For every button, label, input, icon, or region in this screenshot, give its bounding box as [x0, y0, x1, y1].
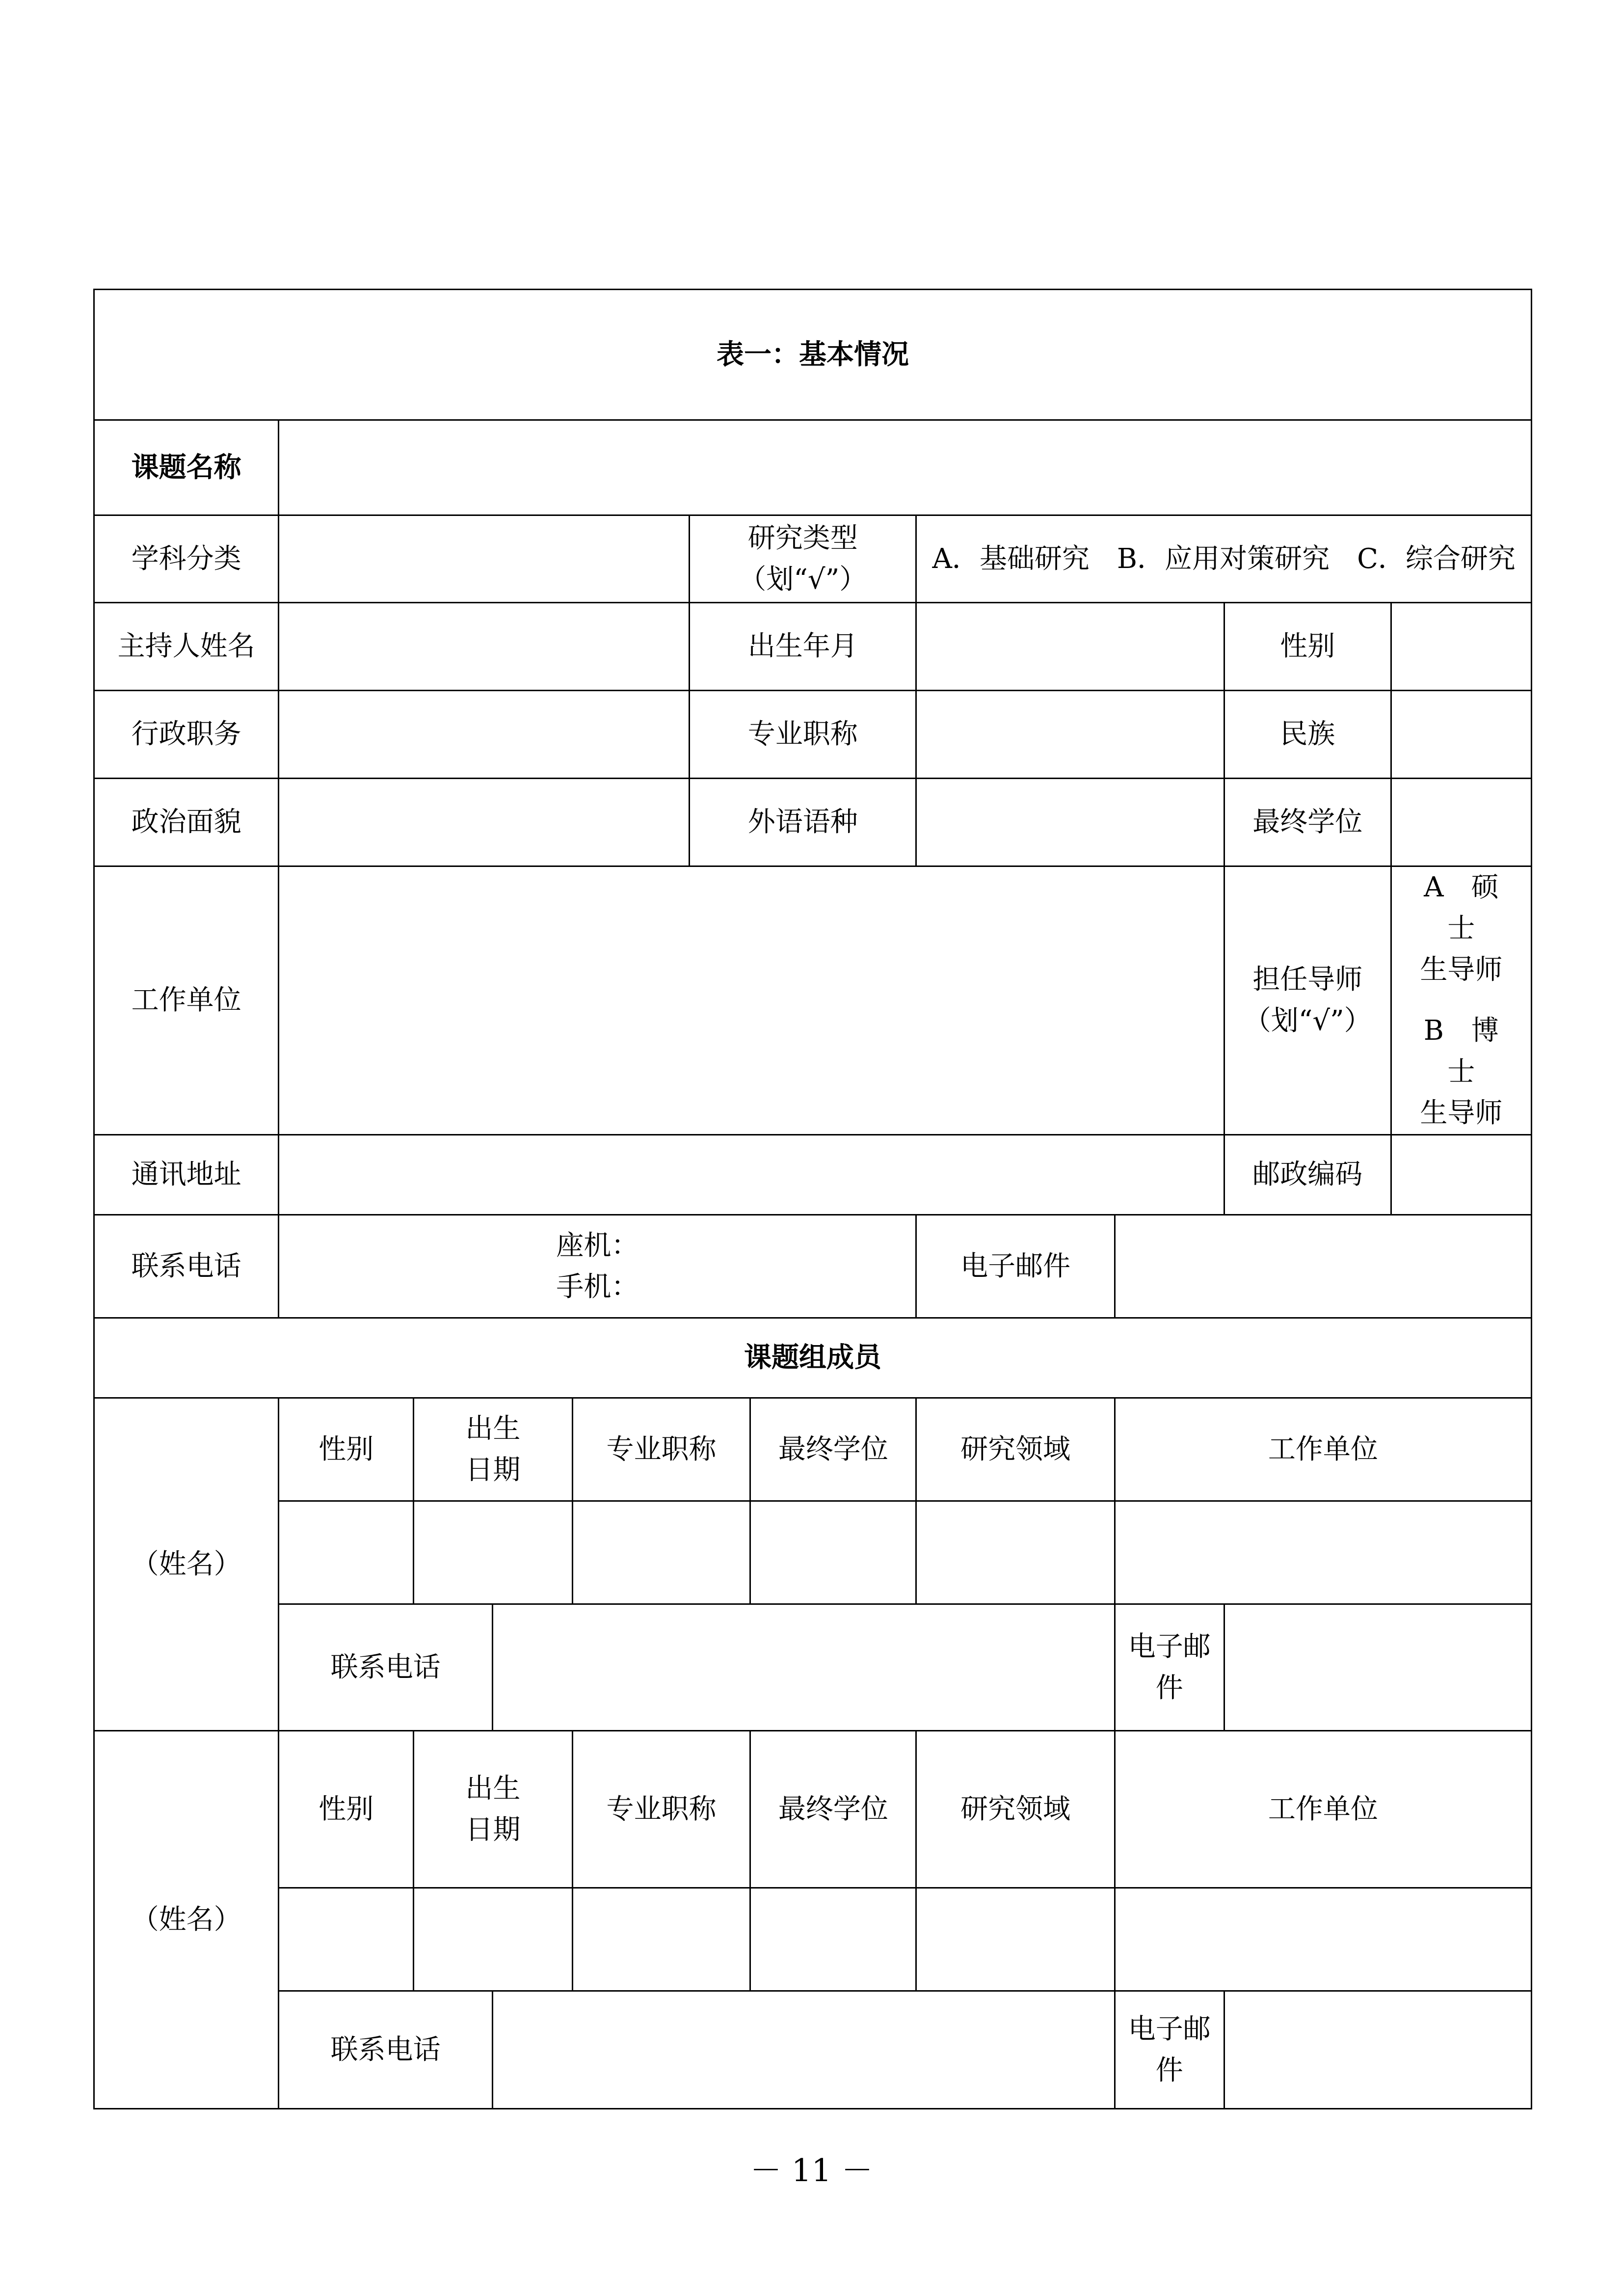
- final-degree-field[interactable]: [1391, 779, 1531, 866]
- discipline-label: 学科分类: [94, 515, 279, 603]
- political-status-field[interactable]: [279, 779, 690, 866]
- supervisor-label: [1224, 866, 1391, 1135]
- member-phone-label: 联系电话: [279, 1604, 492, 1731]
- member-email-cell[interactable]: [1224, 1604, 1531, 1731]
- research-type-label-line2: （划“√”）: [739, 563, 867, 595]
- member-title-header: 专业职称: [572, 1731, 750, 1888]
- supervisor-option-b-line1: B 博 士: [1423, 1015, 1526, 1088]
- supervisor-option-a-line1: A 硕 士: [1424, 871, 1526, 945]
- page-number: － 11 －: [750, 2153, 873, 2189]
- member-name-field[interactable]: （姓名）: [94, 1731, 279, 2109]
- project-name-field[interactable]: [279, 420, 1532, 515]
- birth-date-label: 出生年月: [690, 603, 916, 691]
- gender-label: 性别: [1224, 603, 1391, 691]
- ethnicity-label: 民族: [1224, 691, 1391, 779]
- professional-title-label: 专业职称: [690, 691, 916, 779]
- member-birth-line1: 出生: [465, 1772, 521, 1805]
- research-type-options[interactable]: A．基础研究 B．应用对策研究 C．综合研究: [916, 515, 1532, 603]
- member-birth-line1: 出生: [465, 1412, 521, 1445]
- member-gender-header: 性别: [279, 1731, 414, 1888]
- member-email-label: 电子邮件: [1115, 1991, 1224, 2109]
- host-name-field[interactable]: [279, 603, 690, 691]
- member-birth-cell[interactable]: [414, 1501, 572, 1604]
- professional-title-field[interactable]: [916, 691, 1224, 779]
- member-phone-cell[interactable]: [492, 1991, 1115, 2109]
- member-unit-cell[interactable]: [1115, 1501, 1531, 1604]
- mobile-label: 手机：: [556, 1270, 639, 1303]
- work-unit-label: 工作单位: [94, 866, 279, 1135]
- phone-field[interactable]: [279, 1215, 916, 1318]
- member-degree-header: 最终学位: [750, 1731, 916, 1888]
- member-gender-header: 性别: [279, 1398, 414, 1501]
- member-email-label: 电子邮件: [1115, 1604, 1224, 1731]
- member-email-cell[interactable]: [1224, 1991, 1531, 2109]
- landline-label: 座机：: [556, 1229, 639, 1262]
- supervisor-option-b-line2: 生导师: [1420, 1097, 1503, 1129]
- email-field[interactable]: [1115, 1215, 1531, 1318]
- member-title-cell[interactable]: [572, 1501, 750, 1604]
- supervisor-label-line2: （划“√”）: [1243, 1005, 1372, 1037]
- member-birth-cell[interactable]: [414, 1888, 572, 1991]
- member-birth-line2: 日期: [465, 1813, 521, 1846]
- supervisor-options[interactable]: [1391, 866, 1531, 1135]
- member-field-header: 研究领域: [916, 1731, 1115, 1888]
- member-field-cell[interactable]: [916, 1501, 1115, 1604]
- member-degree-header: 最终学位: [750, 1398, 916, 1501]
- research-type-label: [690, 515, 916, 603]
- member-name-field[interactable]: （姓名）: [94, 1398, 279, 1731]
- work-unit-field[interactable]: [279, 866, 1224, 1135]
- phone-label: 联系电话: [94, 1215, 279, 1318]
- supervisor-option-a-line2: 生导师: [1420, 954, 1503, 986]
- research-type-label-line1: 研究类型: [747, 522, 858, 554]
- member-title-header: 专业职称: [572, 1398, 750, 1501]
- member-birth-header: [414, 1731, 572, 1888]
- project-name-label: 课题名称: [94, 420, 279, 515]
- gender-field[interactable]: [1391, 603, 1531, 691]
- host-name-label: 主持人姓名: [94, 603, 279, 691]
- member-degree-cell[interactable]: [750, 1888, 916, 1991]
- postal-code-label: 邮政编码: [1224, 1135, 1391, 1215]
- discipline-field[interactable]: [279, 515, 690, 603]
- member-title-cell[interactable]: [572, 1888, 750, 1991]
- foreign-language-field[interactable]: [916, 779, 1224, 866]
- address-field[interactable]: [279, 1135, 1224, 1215]
- member-birth-line2: 日期: [465, 1454, 521, 1486]
- member-field-cell[interactable]: [916, 1888, 1115, 1991]
- member-gender-cell[interactable]: [279, 1888, 414, 1991]
- member-unit-header: 工作单位: [1115, 1731, 1531, 1888]
- admin-position-label: 行政职务: [94, 691, 279, 779]
- foreign-language-label: 外语语种: [690, 779, 916, 866]
- member-unit-header: 工作单位: [1115, 1398, 1531, 1501]
- members-heading: 课题组成员: [94, 1318, 1532, 1398]
- table-title: 表一：基本情况: [94, 290, 1532, 420]
- email-label: 电子邮件: [916, 1215, 1115, 1318]
- member-unit-cell[interactable]: [1115, 1888, 1531, 1991]
- member-gender-cell[interactable]: [279, 1501, 414, 1604]
- supervisor-label-line1: 担任导师: [1252, 964, 1363, 996]
- birth-date-field[interactable]: [916, 603, 1224, 691]
- admin-position-field[interactable]: [279, 691, 690, 779]
- member-degree-cell[interactable]: [750, 1501, 916, 1604]
- basic-info-table: [93, 289, 1532, 2109]
- member-birth-header: [414, 1398, 572, 1501]
- address-label: 通讯地址: [94, 1135, 279, 1215]
- member-phone-cell[interactable]: [492, 1604, 1115, 1731]
- ethnicity-field[interactable]: [1391, 691, 1531, 779]
- final-degree-label: 最终学位: [1224, 779, 1391, 866]
- member-phone-label: 联系电话: [279, 1991, 492, 2109]
- postal-code-field[interactable]: [1391, 1135, 1531, 1215]
- political-status-label: 政治面貌: [94, 779, 279, 866]
- member-field-header: 研究领域: [916, 1398, 1115, 1501]
